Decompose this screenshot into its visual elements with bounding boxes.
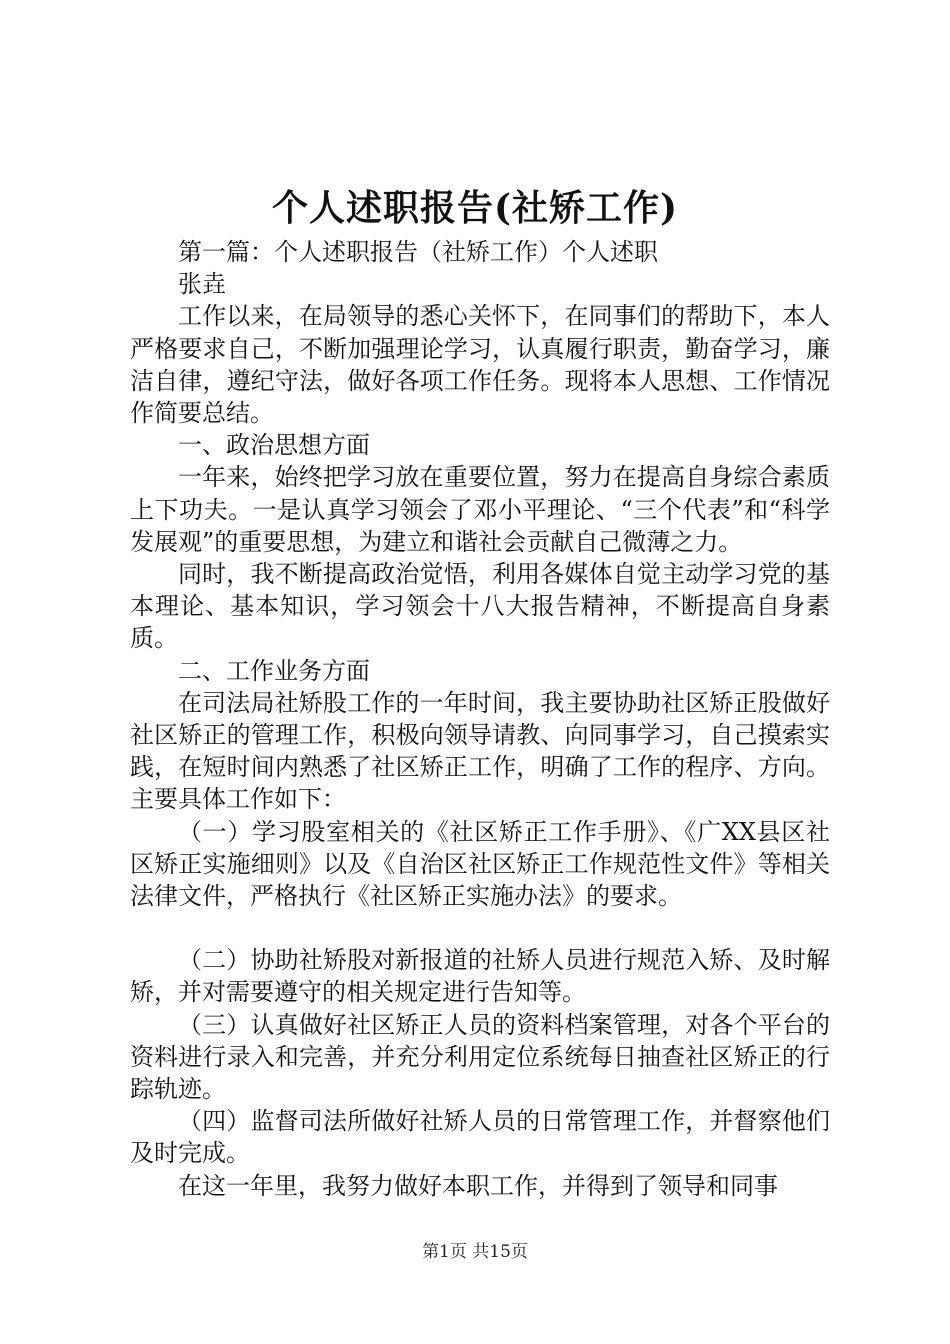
document-body bbox=[130, 236, 830, 1202]
author-name: 张垚 bbox=[178, 270, 226, 299]
document-title: 个人述职报告(社矫工作) bbox=[271, 187, 679, 229]
paragraph-politics-2: 同时，我不断提高政治觉悟，利用各媒体自觉主动学习党的基本理论、基本知识，学习领会十八大报告精神，不断提高自身素质。 bbox=[130, 560, 830, 653]
paragraph-gap bbox=[130, 912, 830, 944]
section-heading-politics: 一、政治思想方面 bbox=[178, 431, 370, 460]
paragraph-closing: 在这一年里，我努力做好本职工作，并得到了领导和同事 bbox=[178, 1171, 778, 1200]
page-footer: 第1页 共15页 bbox=[422, 1242, 528, 1262]
paragraph-politics-1: 一年来，始终把学习放在重要位置，努力在提高自身综合素质上下功夫。一是认真学习领会了邓小平理论、“三个代表”和“科学发展观”的重要思想，为建立和谐社会贡献自己微薄之力。 bbox=[130, 463, 830, 556]
section-heading-work: 二、工作业务方面 bbox=[178, 656, 370, 685]
paragraph-work-item-2: （二）协助社矫股对新报道的社矫人员进行规范入矫、及时解矫，并对需要遵守的相关规定进行告知等。 bbox=[130, 946, 830, 1007]
paragraph-work-item-3: （三）认真做好社区矫正人员的资料档案管理，对各个平台的资料进行录入和完善，并充分利用定位系统每日抽查社区矫正的行踪轨迹。 bbox=[130, 1010, 830, 1104]
paragraph-intro: 工作以来，在局领导的悉心关怀下，在同事们的帮助下，本人严格要求自己，不断加强理论学习，认真履行职责，勤奋学习，廉洁自律，遵纪守法，做好各项工作任务。现将本人思想、工作情况作简要总结。 bbox=[130, 302, 830, 428]
paragraph-work-item-1: （一）学习股室相关的《社区矫正工作手册》、《广XX县区社区矫正实施细则》以及《自治区社区矫正工作规范性文件》等相关法律文件，严格执行《社区矫正实施办法》的要求。 bbox=[130, 817, 830, 911]
paragraph-heading-line: 第一篇：个人述职报告（社矫工作）个人述职 bbox=[178, 238, 658, 266]
paragraph-work-intro: 在司法局社矫股工作的一年时间，我主要协助社区矫正股做好社区矫正的管理工作，积极向领导请教、向同事学习，自己摸索实践，在短时间内熟悉了社区矫正工作，明确了工作的程序、方向。主要具体工作如下： bbox=[130, 688, 830, 814]
paragraph-work-item-4: （四）监督司法所做好社矫人员的日常管理工作，并督察他们及时完成。 bbox=[130, 1107, 830, 1168]
